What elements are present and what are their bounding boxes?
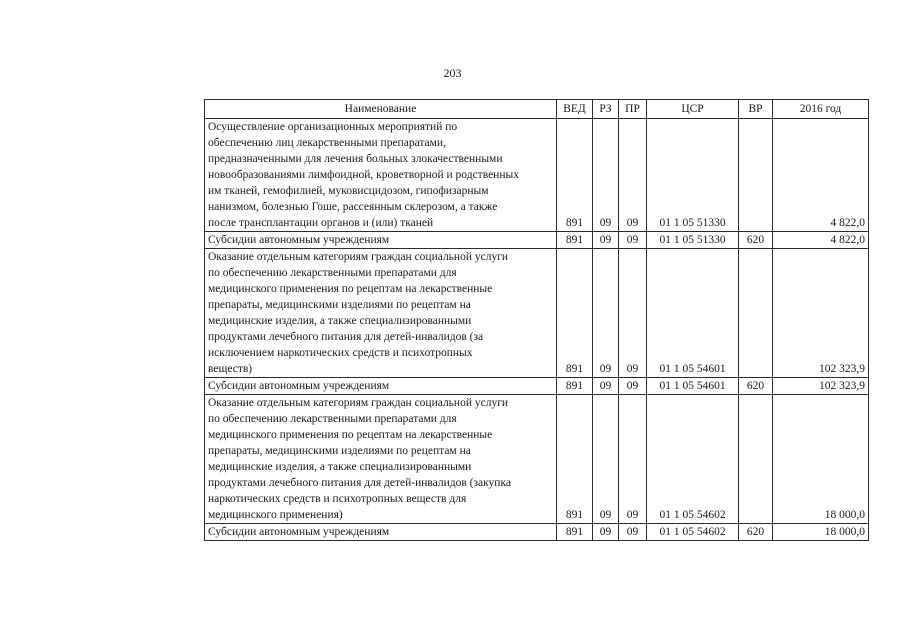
row-pr: 09 bbox=[619, 524, 647, 541]
row-ved: 891 bbox=[557, 395, 593, 524]
row-rz: 09 bbox=[593, 524, 619, 541]
row-csr: 01 1 05 54601 bbox=[647, 378, 739, 395]
table-row bbox=[205, 378, 869, 395]
row-amount: 18 000,0 bbox=[773, 524, 869, 541]
row-name-cell bbox=[205, 232, 557, 249]
table-row bbox=[205, 249, 869, 378]
row-name-cell bbox=[205, 249, 557, 378]
header-year: 2016 год bbox=[773, 100, 869, 119]
row-vr bbox=[739, 249, 773, 378]
row-amount: 102 323,9 bbox=[773, 249, 869, 378]
row-pr: 09 bbox=[619, 119, 647, 232]
table-row bbox=[205, 232, 869, 249]
row-vr: 620 bbox=[739, 232, 773, 249]
row-rz: 09 bbox=[593, 378, 619, 395]
row-name-cell bbox=[205, 378, 557, 395]
row-vr: 620 bbox=[739, 378, 773, 395]
row-csr: 01 1 05 51330 bbox=[647, 232, 739, 249]
row-amount: 4 822,0 bbox=[773, 119, 869, 232]
row-ved: 891 bbox=[557, 119, 593, 232]
row-name: Субсидии автономным учреждениям bbox=[208, 234, 390, 246]
row-csr: 01 1 05 54602 bbox=[647, 524, 739, 541]
header-pr: ПР bbox=[619, 100, 647, 119]
row-pr: 09 bbox=[619, 249, 647, 378]
row-amount: 4 822,0 bbox=[773, 232, 869, 249]
row-rz: 09 bbox=[593, 119, 619, 232]
row-vr: 620 bbox=[739, 524, 773, 541]
row-name-cell bbox=[205, 524, 557, 541]
row-name: Осуществление организационных мероприятий по обеспечению лиц лекарственными препаратами, предназначенными для лечения больных злокачественными новообразованиями лимфоидной, кроветворной и родственных им тканей, гемофилией, муковисцидозом, гипофизарным нанизмом, болезнью Гоше, рассеянным склерозом, а также после трансплантации органов и (или) тканей bbox=[208, 121, 519, 229]
row-ved: 891 bbox=[557, 232, 593, 249]
row-pr: 09 bbox=[619, 232, 647, 249]
row-ved: 891 bbox=[557, 249, 593, 378]
row-name-cell bbox=[205, 119, 557, 232]
row-rz: 09 bbox=[593, 249, 619, 378]
page-number: 203 bbox=[443, 66, 462, 80]
row-ved: 891 bbox=[557, 524, 593, 541]
row-name: Оказание отдельным категориям граждан социальной услуги по обеспечению лекарственными препаратами для медицинского применения по рецептам на лекарственные препараты, медицинскими изделиями по рецептам на медицинские изделия, а также специализированными продуктами лечебного питания для детей-инвалидов (за исключением наркотических средств и психотропных веществ) bbox=[208, 251, 509, 375]
table-header-row bbox=[205, 100, 869, 119]
row-pr: 09 bbox=[619, 395, 647, 524]
row-csr: 01 1 05 54602 bbox=[647, 395, 739, 524]
row-csr: 01 1 05 51330 bbox=[647, 119, 739, 232]
header-ved: ВЕД bbox=[557, 100, 593, 119]
budget-table bbox=[204, 99, 869, 541]
header-rz: РЗ bbox=[593, 100, 619, 119]
row-vr bbox=[739, 119, 773, 232]
header-name: Наименование bbox=[205, 100, 557, 119]
row-ved: 891 bbox=[557, 378, 593, 395]
table-row bbox=[205, 395, 869, 524]
row-pr: 09 bbox=[619, 378, 647, 395]
row-amount: 18 000,0 bbox=[773, 395, 869, 524]
row-vr bbox=[739, 395, 773, 524]
row-name: Субсидии автономным учреждениям bbox=[208, 380, 390, 392]
table-row bbox=[205, 119, 869, 232]
table-row bbox=[205, 524, 869, 541]
header-csr: ЦСР bbox=[647, 100, 739, 119]
row-rz: 09 bbox=[593, 232, 619, 249]
row-name: Субсидии автономным учреждениям bbox=[208, 526, 390, 538]
header-vr: ВР bbox=[739, 100, 773, 119]
row-name-cell bbox=[205, 395, 557, 524]
row-amount: 102 323,9 bbox=[773, 378, 869, 395]
row-csr: 01 1 05 54601 bbox=[647, 249, 739, 378]
row-rz: 09 bbox=[593, 395, 619, 524]
row-name: Оказание отдельным категориям граждан социальной услуги по обеспечению лекарственными препаратами для медицинского применения по рецептам на лекарственные препараты, медицинскими изделиями по рецептам на медицинские изделия, а также специализированными продуктами лечебного питания для детей-инвалидов (закупка наркотических средств и психотропных веществ для медицинского применения) bbox=[208, 397, 511, 521]
